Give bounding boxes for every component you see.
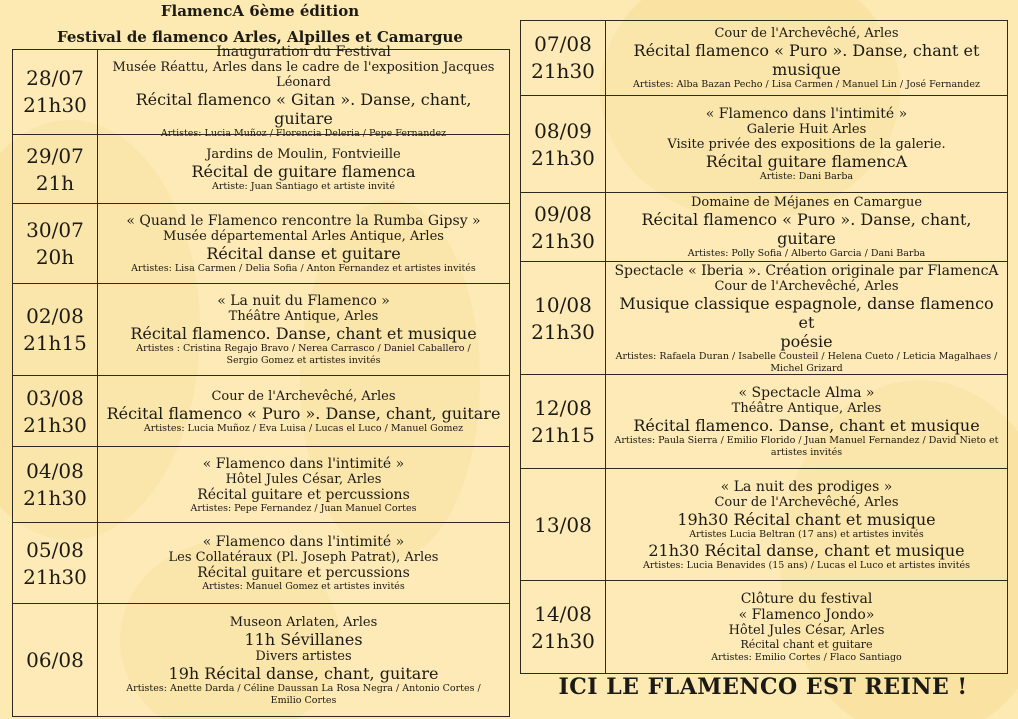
event-line: Divers artistes xyxy=(255,648,352,664)
event-line: « Spectacle Alma » xyxy=(738,385,875,401)
event-line: Clôture du festival xyxy=(740,591,873,607)
event-details xyxy=(606,262,1007,375)
event-line: Cour de l'Archevêché, Arles xyxy=(714,278,899,294)
event-date: 29/07 xyxy=(26,143,84,168)
event-line: Musique classique espagnole, danse flamenco et xyxy=(619,293,994,332)
event-line: Récital flamenco « Puro ». Danse, chant et musique xyxy=(633,40,980,79)
event-time: 21h30 xyxy=(23,412,87,437)
event-date-cell xyxy=(13,376,98,447)
event-time: 21h15 xyxy=(531,423,595,447)
event-date-cell xyxy=(521,21,606,95)
event-details xyxy=(98,135,509,204)
event-time: 21h30 xyxy=(531,59,595,83)
event-line: Sergio Gomez et artistes invités xyxy=(226,355,381,366)
event-line: artistes invités xyxy=(770,447,843,458)
event-line: Artistes: Alba Bazan Pecho / Lisa Carmen / Manuel Lin / José Fernandez xyxy=(632,78,981,90)
event-line: Récital guitare et percussions xyxy=(197,565,410,581)
event-date: 07/08 xyxy=(534,32,592,56)
program-row xyxy=(13,375,509,447)
program-row xyxy=(521,468,1007,581)
event-line: « La nuit des prodiges » xyxy=(720,478,893,495)
program-row xyxy=(521,192,1007,262)
program-row xyxy=(521,261,1007,375)
event-date: 06/08 xyxy=(26,648,84,672)
program-row xyxy=(13,44,509,139)
event-date-cell xyxy=(521,96,606,193)
event-details xyxy=(606,193,1007,262)
event-date: 12/08 xyxy=(534,396,592,420)
event-line: poésie xyxy=(780,331,833,351)
program-row xyxy=(13,283,509,376)
event-details xyxy=(98,284,509,376)
program-row xyxy=(521,580,1007,674)
program-row xyxy=(13,203,509,284)
event-line: Artistes: Lucia Muñoz / Eva Luisa / Lucas el Luco / Manuel Gomez xyxy=(143,422,464,434)
event-line: Museon Arlaten, Arles xyxy=(229,614,378,630)
event-line: Récital guitare flamencA xyxy=(705,152,908,171)
program-row xyxy=(521,374,1007,469)
event-line: Artistes: Rafaela Duran / Isabelle Cousteil / Helena Cueto / Leticia Magalhaes / xyxy=(615,350,998,362)
event-date: 03/08 xyxy=(26,385,84,410)
event-details xyxy=(606,21,1007,95)
event-line: Cour de l'Archevêché, Arles xyxy=(714,494,899,510)
program-row xyxy=(521,95,1007,193)
event-line: Emilio Cortes xyxy=(270,694,337,706)
footer-slogan: ICI LE FLAMENCO EST REINE ! xyxy=(558,674,968,700)
event-line: Artistes: Emilio Cortes / Flaco Santiago xyxy=(711,652,902,663)
event-line: « Flamenco dans l'intimité » xyxy=(202,534,405,550)
event-line: Artistes: Lucia Muñoz / Florencia Deleria / Pepe Fernandez xyxy=(160,128,447,139)
event-line: Visite privée des expositions de la galerie. xyxy=(667,137,946,152)
event-details xyxy=(606,375,1007,469)
event-line: « La nuit du Flamenco » xyxy=(217,293,390,309)
event-line: Artistes Lucia Beltran (17 ans) et artistes invités xyxy=(689,528,924,540)
event-line: Michel Grizard xyxy=(770,362,843,374)
event-line: 19h Récital danse, chant, guitare xyxy=(168,663,439,683)
right-program-table xyxy=(520,20,1008,674)
event-line: Artistes: Lisa Carmen / Delia Sofia / Anton Fernandez et artistes invités xyxy=(131,263,476,274)
event-line: « Flamenco Jondo» xyxy=(738,607,875,623)
event-line: Hôtel Jules César, Arles xyxy=(728,623,885,638)
event-details xyxy=(98,523,509,604)
event-line: Artistes: Lucia Benavides (15 ans) / Lucas el Luco et artistes invités xyxy=(642,559,971,571)
event-line: « Quand le Flamenco rencontre la Rumba Gipsy » xyxy=(126,213,481,229)
event-line: Artiste: Juan Santiago et artiste invité xyxy=(211,180,395,192)
event-time: 21h30 xyxy=(531,228,595,253)
event-line: Artistes: Manuel Gomez et artistes invités xyxy=(202,581,405,592)
event-details xyxy=(98,447,509,523)
event-details xyxy=(98,376,509,447)
event-details xyxy=(98,604,509,717)
event-time: 21h30 xyxy=(23,93,87,117)
event-date: 04/08 xyxy=(26,459,84,483)
event-line: Récital flamenco. Danse, chant et musique xyxy=(633,416,980,435)
event-line: Musée départemental Arles Antique, Arles xyxy=(163,229,444,244)
event-details xyxy=(606,469,1007,581)
event-line: Artistes: Paula Sierra / Emilio Florido / Juan Manuel Fernandez / David Nieto et xyxy=(614,435,999,446)
event-line: 21h30 Récital danse, chant et musique xyxy=(648,540,965,560)
event-time: 21h30 xyxy=(23,486,87,510)
event-line: Récital flamenco « Puro ». Danse, chant, guitare xyxy=(641,210,972,248)
event-line: Spectacle « Iberia ». Création originale par FlamencA xyxy=(614,262,999,279)
event-line: Récital de guitare flamenca xyxy=(191,161,416,181)
event-date-cell xyxy=(13,604,98,717)
event-line: Musée Réattu, Arles dans le cadre de l'exposition Jacques Léonard xyxy=(112,60,495,90)
event-line: Artistes: Pepe Fernandez / Juan Manuel Cortes xyxy=(190,502,417,514)
event-line: Galerie Huit Arles xyxy=(746,122,867,137)
event-line: Récital flamenco « Puro ». Danse, chant, guitare xyxy=(106,403,501,423)
event-details xyxy=(98,44,509,139)
event-date-cell xyxy=(13,284,98,376)
event-date: 09/08 xyxy=(534,201,592,226)
event-line: 11h Sévillanes xyxy=(244,629,363,649)
event-date: 13/08 xyxy=(534,512,592,537)
event-date: 14/08 xyxy=(534,601,592,626)
event-line: Hôtel Jules César, Arles xyxy=(225,471,382,487)
event-date-cell xyxy=(13,204,98,284)
header-festival-name: Festival de flamenco Arles, Alpilles et Camargue xyxy=(57,28,463,46)
event-date: 30/07 xyxy=(26,218,84,242)
event-line: Récital guitare et percussions xyxy=(197,486,410,503)
event-line: Artistes : Cristina Regajo Bravo / Nerea Carrasco / Daniel Caballero / xyxy=(136,343,471,354)
event-time: 21h30 xyxy=(531,145,595,170)
event-line: Artiste: Dani Barba xyxy=(759,171,854,182)
event-date-cell xyxy=(521,469,606,581)
event-line: Récital danse et guitare xyxy=(206,244,401,263)
event-line: Théâtre Antique, Arles xyxy=(731,401,882,416)
left-program-table xyxy=(12,44,510,717)
event-line: « Flamenco dans l'intimité » xyxy=(202,455,405,472)
event-line: Récital chant et guitare xyxy=(740,638,873,651)
event-details xyxy=(98,204,509,284)
event-line: Récital flamenco. Danse, chant et musique xyxy=(130,324,477,343)
program-row xyxy=(13,134,509,204)
event-date: 10/08 xyxy=(534,292,592,317)
header-edition: FlamencA 6ème édition xyxy=(160,2,360,20)
event-line: Inauguration du Festival xyxy=(216,44,391,60)
event-date-cell xyxy=(521,262,606,375)
event-time: 20h xyxy=(35,245,75,269)
event-date: 05/08 xyxy=(26,537,84,562)
event-time: 21h15 xyxy=(23,331,87,355)
event-line: Artistes: Anette Darda / Céline Daussan La Rosa Negra / Antonio Cortes / xyxy=(126,682,481,694)
program-row xyxy=(13,522,509,604)
event-time: 21h xyxy=(35,170,75,195)
event-date: 08/09 xyxy=(534,118,592,143)
event-date-cell xyxy=(13,523,98,604)
event-line: Jardins de Moulin, Fontvieille xyxy=(206,146,401,162)
event-line: Cour de l'Archevêché, Arles xyxy=(714,25,899,41)
event-date-cell xyxy=(521,375,606,469)
event-date: 28/07 xyxy=(26,66,84,90)
event-time: 21h30 xyxy=(23,564,87,589)
event-date-cell xyxy=(521,581,606,674)
event-line: Théâtre Antique, Arles xyxy=(228,309,379,324)
event-date: 02/08 xyxy=(26,304,84,328)
event-time: 21h30 xyxy=(531,319,595,344)
event-date-cell xyxy=(521,193,606,262)
event-line: « Flamenco dans l'intimité » xyxy=(705,106,908,122)
event-line: Domaine de Méjanes en Camargue xyxy=(690,195,923,210)
event-date-cell xyxy=(13,50,98,134)
event-line: Récital flamenco « Gitan ». Danse, chant, guitare xyxy=(135,90,472,128)
event-time: 21h30 xyxy=(531,628,595,653)
event-line: 19h30 Récital chant et musique xyxy=(677,509,936,529)
program-row xyxy=(13,603,509,717)
event-date-cell xyxy=(13,447,98,523)
event-details xyxy=(606,96,1007,193)
event-details xyxy=(606,581,1007,674)
program-row xyxy=(13,446,509,523)
event-line: Cour de l'Archevêché, Arles xyxy=(211,388,396,404)
event-line: Les Collatéraux (Pl. Joseph Patrat), Arles xyxy=(168,550,439,565)
event-line: Artistes: Polly Sofia / Alberto Garcia / Dani Barba xyxy=(687,248,926,259)
event-date-cell xyxy=(13,135,98,204)
program-row xyxy=(521,21,1007,95)
